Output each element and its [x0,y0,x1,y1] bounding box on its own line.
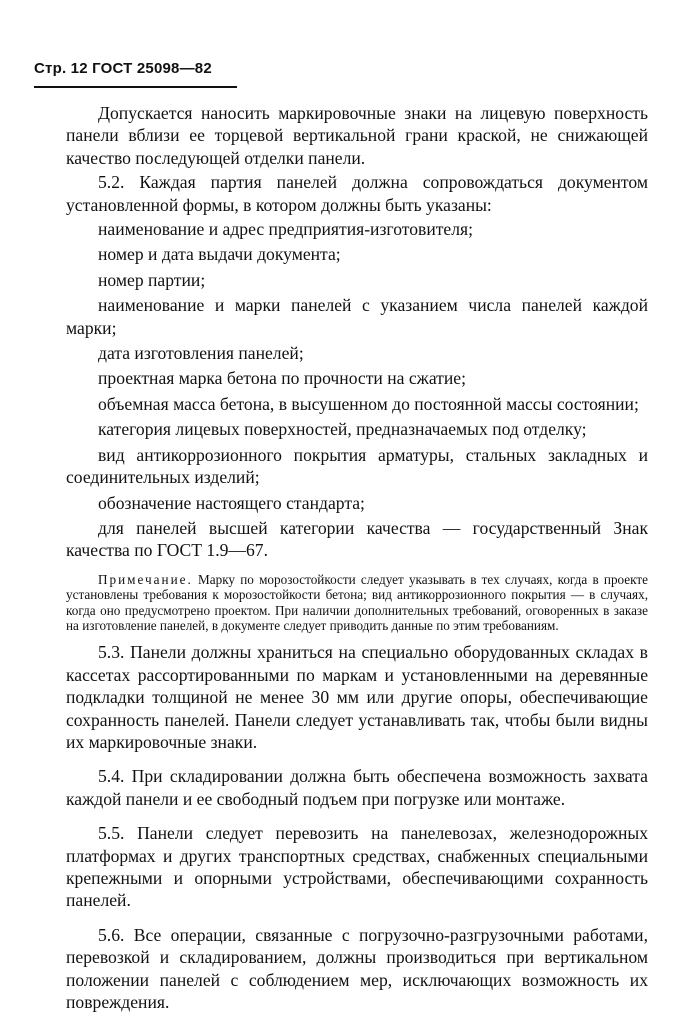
note-paragraph [66,572,648,634]
section-5-2: 5.2. Каждая партия панелей должна сопровождаться документом установленной формы, в котором должны быть указаны: [66,172,648,215]
list-item: дата изготовления панелей; [98,343,304,364]
section-5-3: 5.3. Панели должны храниться на специально оборудованных складах в кассетах рассортированными по маркам и установленными на деревянные подкладки толщиной не менее 30 мм или другие опоры, обеспечивающие сохранность панелей. Панели следует устанавливать так, чтобы были видны их маркировочные знаки. [66,642,648,752]
list-item: наименование и марки панелей с указанием числа панелей каждой марки; [66,295,648,338]
list-item: номер партии; [98,269,206,290]
note-label: Примечание. [98,571,193,587]
note-text: Марку по морозостойкости следует указывать в тех случаях, когда в проекте установлены требования к морозостойкости бетона; вид антикоррозионного покрытия — в случаях, когда оно предусмотрено проектом. При наличии дополнительных требований, оговоренных в заказе на изготовление панелей, в документе следует приводить данные по этим требованиям. [66,571,649,633]
list-item: вид антикоррозионного покрытия арматуры, стальных закладных и соединительных изделий; [66,444,648,488]
list-item: объемная масса бетона, в высушенном до постоянной массы состоянии; [98,393,639,414]
list-item: для панелей высшей категории качества — государственный Знак качества по ГОСТ 1.9—67. [66,517,648,561]
intro-paragraph: Допускается наносить маркировочные знаки на лицевую поверхность панели вблизи ее торцевой вертикальной грани краской, не снижающей качество последующей отделки панели. [66,103,648,168]
header-rule [34,86,237,88]
list-item: проектная марка бетона по прочности на сжатие; [98,368,466,389]
list-item: наименование и адрес предприятия-изготовителя; [98,219,474,240]
list-item: категория лицевых поверхностей, предназначаемых под отделку; [98,419,587,440]
page-header: Стр. 12 ГОСТ 25098—82 [34,60,212,77]
list-item: номер и дата выдачи документа; [98,244,341,265]
section-5-5: 5.5. Панели следует перевозить на панелевозах, железнодорожных платформах и других транспортных средствах, снабженных специальными крепежными и опорными устройствами, обеспечивающими сохранность панелей. [66,823,648,911]
section-5-6: 5.6. Все операции, связанные с погрузочно-разгрузочными работами, перевозкой и складированием, должны производиться при вертикальном положении панелей с соблюдением мер, исключающих возможность их повреждения. [66,924,648,1013]
section-5-4: 5.4. При складировании должна быть обеспечена возможность захвата каждой панели и ее свободный подъем при погрузке или монтаже. [66,766,648,809]
list-item: обозначение настоящего стандарта; [98,492,365,513]
document-body [66,102,648,1015]
document-requirements-list [66,218,648,562]
